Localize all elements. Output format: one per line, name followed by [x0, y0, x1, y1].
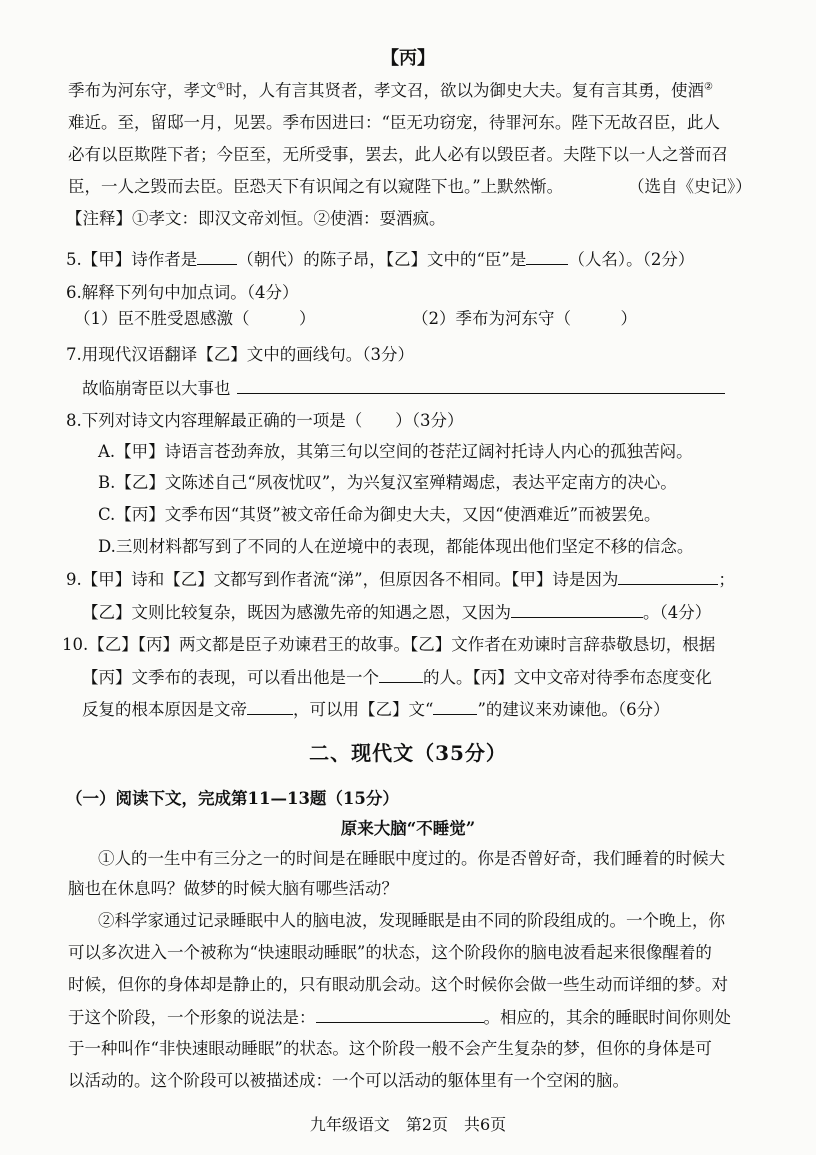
question-10-line-2	[82, 666, 712, 689]
paragraph-2-line-3: 时候，但你的身体却是静止的，只有眼动肌会动。这个时候你会做一些生动而详细的梦。对	[68, 975, 728, 994]
question-text: 9.【甲】诗和【乙】文都写到作者流“涕”，但原因各不相同。【甲】诗是因为	[66, 570, 619, 589]
question-text: 5.【甲】诗作者是	[66, 250, 198, 269]
question-9-line-1	[66, 568, 735, 591]
answer-blank[interactable]	[247, 698, 293, 715]
question-10-line-3	[82, 698, 670, 721]
bing-line-4: 臣，一人之毁而去臣。臣恐天下有识闻之有以窥陛下也。”上默然惭。	[68, 177, 564, 196]
question-text: 【丙】文季布的表现，可以看出他是一个	[82, 668, 379, 687]
question-7-sentence	[82, 377, 725, 400]
bing-text: 季布为河东守，孝文	[68, 81, 217, 100]
bing-line-2: 难近。至，留邸一月，见罢。季布因进曰：“臣无功窃宠，待罪河东。陛下无故召臣，此人	[68, 113, 720, 132]
question-9-line-2	[82, 601, 711, 624]
article-text: 于这个阶段，一个形象的说法是：	[68, 1008, 316, 1027]
bing-source: （选自《史记》）	[628, 177, 752, 196]
paragraph-2-line-1: ②科学家通过记录睡眠中人的脑电波，发现睡眠是由不同的阶段组成的。一个晚上，你	[98, 911, 725, 930]
bing-notes: 【注释】①孝文：即汉文帝刘恒。②使酒：耍酒疯。	[66, 209, 446, 228]
answer-blank[interactable]	[316, 1006, 484, 1023]
answer-blank[interactable]	[379, 666, 423, 683]
answer-blank[interactable]	[433, 698, 477, 715]
question-6: 6.解释下列句中加点词。（4分）	[66, 283, 299, 302]
question-5	[66, 248, 694, 271]
question-10-line-1: 10.【乙】【丙】两文都是臣子劝谏君王的故事。【乙】文作者在劝谏时言辞恭敬恳切，根据	[62, 635, 716, 654]
bing-text: 时，人有言其贤者，孝文召，欲以为御史大夫。复有言其勇，使酒	[225, 81, 704, 100]
paragraph-2-line-5: 于一种叫作“非快速眼动睡眠”的状态。这个阶段一般不会产生复杂的梦，但你的身体是可	[68, 1039, 712, 1058]
sentence-text: 故临崩寄臣以大事也	[82, 379, 231, 398]
paragraph-2-line-4	[68, 1006, 731, 1029]
question-text: ”的建议来劝谏他。（6分）	[477, 700, 670, 719]
answer-blank[interactable]	[618, 568, 718, 585]
paragraph-2-line-2: 可以多次进入一个被称为“快速眼动睡眠”的状态，这个阶段你的脑电波看起来很像醒着的	[68, 943, 712, 962]
answer-blank[interactable]	[197, 248, 237, 265]
answer-blank[interactable]	[511, 601, 643, 618]
question-6-item-1: （1）臣不胜受恩感激（ ）	[74, 309, 316, 328]
question-8: 8.下列对诗文内容理解最正确的一项是（ ）（3分）	[66, 411, 464, 430]
question-7: 7.用现代汉语翻译【乙】文中的画线句。（3分）	[66, 345, 414, 364]
question-text: （朝代）的陈子昂，【乙】文中的“臣”是	[237, 250, 527, 269]
subsection-1-heading: （一）阅读下文，完成第11—13题（15分）	[66, 789, 399, 808]
question-text: ；	[718, 570, 735, 589]
option-b[interactable]: B.【乙】文陈述自己“夙夜忧叹”，为兴复汉室殚精竭虑，表达平定南方的决心。	[98, 473, 677, 492]
question-text: （人名）。（2分）	[568, 250, 695, 269]
bing-line-1	[68, 80, 713, 102]
question-6-item-2: （2）季布为河东守（ ）	[412, 309, 637, 328]
article-text: 。相应的，其余的睡眠时间你则处	[483, 1008, 731, 1027]
paragraph-1-line-1: ①人的一生中有三分之一的时间是在睡眠中度过的。你是否曾好奇，我们睡着的时候大	[98, 849, 725, 868]
option-d[interactable]: D.三则材料都写到了不同的人在逆境中的表现，都能体现出他们坚定不移的信念。	[98, 537, 694, 556]
bing-line-3: 必有以臣欺陛下者；今臣至，无所受事，罢去，此人必有以毁臣者。夫陛下以一人之誉而召	[68, 145, 728, 164]
footnote-mark: ①	[216, 81, 226, 93]
answer-blank[interactable]	[526, 248, 568, 265]
question-text: 的人。【丙】文中文帝对待季布态度变化	[423, 668, 712, 687]
question-text: ，可以用【乙】文“	[293, 700, 434, 719]
section-2-heading: 二、现代文（35分）	[309, 741, 507, 765]
question-text: 【乙】文则比较复杂，既因为感激先帝的知遇之恩，又因为	[82, 603, 511, 622]
option-a[interactable]: A.【甲】诗语言苍劲奔放，其第三句以空间的苍茫辽阔衬托诗人内心的孤独苦闷。	[98, 442, 693, 461]
option-c[interactable]: C.【丙】文季布因“其贤”被文帝任命为御史大夫，又因“使酒难近”而被罢免。	[98, 505, 661, 524]
answer-line[interactable]	[237, 377, 725, 394]
paragraph-2-line-6: 以活动的。这个阶段可以被描述成：一个可以活动的躯体里有一个空闲的脑。	[68, 1071, 629, 1090]
section-bing-title: 【丙】	[381, 48, 435, 69]
page-footer: 九年级语文 第2页 共6页	[309, 1115, 507, 1134]
paragraph-1-line-2: 脑也在休息吗？做梦的时候大脑有哪些活动？	[68, 879, 398, 898]
question-text: 反复的根本原因是文帝	[82, 700, 247, 719]
question-text: 。（4分）	[643, 603, 712, 622]
footnote-mark: ②	[703, 81, 713, 93]
article-title: 原来大脑“不睡觉”	[340, 819, 476, 838]
